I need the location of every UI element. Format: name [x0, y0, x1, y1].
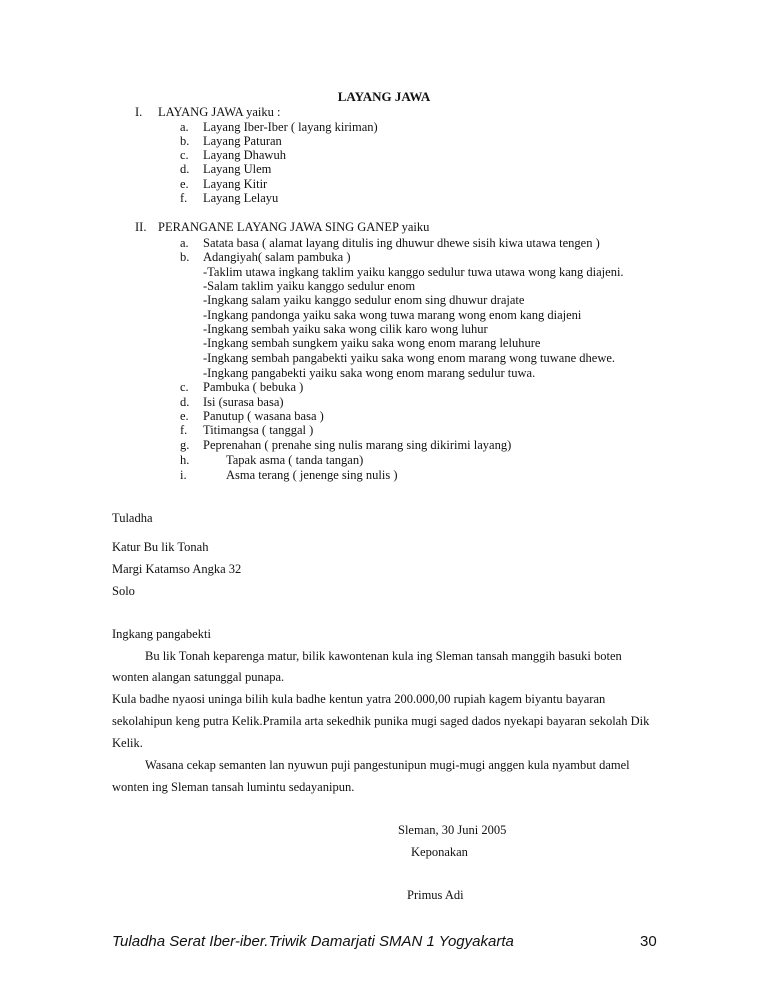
- list-item: [0, 380, 768, 395]
- list-text: Layang Kitir: [203, 177, 268, 191]
- list-label: f.: [180, 191, 188, 205]
- list-item: [0, 177, 768, 192]
- list-item: [0, 250, 768, 265]
- list-item: [0, 438, 768, 453]
- paragraph-line: wonten alangan satunggal punapa.: [112, 670, 285, 684]
- paragraph-line: sekolahipun keng putra Kelik.Pramila arta sekedhik punika mugi saged dados nyekapi bayaran sekolah Dik: [112, 714, 650, 728]
- sub-item: [0, 279, 768, 294]
- letter-relation: Keponakan: [411, 845, 468, 859]
- list-item: [0, 191, 768, 206]
- section-2-heading: PERANGANE LAYANG JAWA SING GANEP yaiku: [158, 220, 430, 234]
- address-line: Solo: [112, 584, 135, 598]
- list-item: [0, 134, 768, 149]
- section-1-number: I.: [135, 105, 143, 119]
- sub-item: [0, 336, 768, 351]
- list-text: Asma terang ( jenenge sing nulis ): [226, 468, 398, 482]
- list-text: Satata basa ( alamat layang ditulis ing dhuwur dhewe sisih kiwa utawa tengen ): [203, 236, 600, 250]
- section-2-number: II.: [135, 220, 147, 234]
- list-item: [0, 120, 768, 135]
- list-text: Isi (surasa basa): [203, 395, 284, 409]
- sub-item: [0, 293, 768, 308]
- list-text: Layang Paturan: [203, 134, 282, 148]
- list-label: e.: [180, 177, 189, 191]
- sub-item-text: -Ingkang pandonga yaiku saka wong tuwa marang wong enom kang diajeni: [203, 308, 582, 322]
- list-item: [0, 236, 768, 251]
- section-1-heading-row: [0, 105, 768, 120]
- list-label: h.: [180, 453, 190, 467]
- section-2-heading-row: [0, 220, 768, 235]
- sub-item-text: -Salam taklim yaiku kanggo sedulur enom: [203, 279, 416, 293]
- list-label: i.: [180, 468, 187, 482]
- address-line: Margi Katamso Angka 32: [112, 562, 242, 576]
- letter-greeting: Ingkang pangabekti: [112, 627, 211, 641]
- list-item: [0, 409, 768, 424]
- sub-item-text: -Ingkang pangabekti yaiku saka wong enom marang sedulur tuwa.: [203, 366, 536, 380]
- sub-item: [0, 351, 768, 366]
- list-text: Adangiyah( salam pambuka ): [203, 250, 351, 264]
- list-text: Layang Iber-Iber ( layang kiriman): [203, 120, 378, 134]
- page-footer: Tuladha Serat Iber-iber.Triwik Damarjati SMAN 1 Yogyakarta: [112, 933, 514, 950]
- list-item: [0, 453, 768, 468]
- list-item: [0, 148, 768, 163]
- sub-item: [0, 308, 768, 323]
- list-text: Peprenahan ( prenahe sing nulis marang sing dikirimi layang): [203, 438, 512, 452]
- letter-signer: Primus Adi: [407, 888, 464, 902]
- sub-item-text: -Ingkang salam yaiku kanggo sedulur enom sing dhuwur drajate: [203, 293, 525, 307]
- sub-item: [0, 322, 768, 337]
- list-item: [0, 395, 768, 410]
- list-label: b.: [180, 134, 190, 148]
- list-item: [0, 468, 768, 483]
- list-label: g.: [180, 438, 190, 452]
- list-label: b.: [180, 250, 190, 264]
- paragraph-line: Kelik.: [112, 736, 143, 750]
- list-text: Panutup ( wasana basa ): [203, 409, 324, 423]
- sub-item-text: -Taklim utawa ingkang taklim yaiku kanggo sedulur tuwa utawa wong kang diajeni.: [203, 265, 624, 279]
- sub-item: [0, 366, 768, 381]
- list-label: d.: [180, 395, 190, 409]
- list-text: Layang Lelayu: [203, 191, 279, 205]
- list-label: a.: [180, 236, 189, 250]
- sub-item-text: -Ingkang sembah sungkem yaiku saka wong enom marang leluhure: [203, 336, 541, 350]
- paragraph-line: Bu lik Tonah keparenga matur, bilik kawontenan kula ing Sleman tansah manggih basuki boten: [145, 649, 622, 663]
- letter-date: Sleman, 30 Juni 2005: [398, 823, 507, 837]
- page-number: 30: [640, 933, 657, 950]
- list-label: a.: [180, 120, 189, 134]
- list-item: [0, 423, 768, 438]
- example-heading: Tuladha: [112, 511, 153, 525]
- list-label: f.: [180, 423, 188, 437]
- address-line: Katur Bu lik Tonah: [112, 540, 209, 554]
- sub-item-text: -Ingkang sembah pangabekti yaiku saka wong enom marang wong tuwane dhewe.: [203, 351, 616, 365]
- paragraph-line: Kula badhe nyaosi uninga bilih kula badhe kentun yatra 200.000,00 rupiah kagem biyantu bayaran: [112, 692, 606, 706]
- list-text: Pambuka ( bebuka ): [203, 380, 304, 394]
- sub-item-text: -Ingkang sembah yaiku saka wong cilik karo wong luhur: [203, 322, 488, 336]
- list-label: c.: [180, 380, 189, 394]
- list-text: Layang Dhawuh: [203, 148, 286, 162]
- list-text: Tapak asma ( tanda tangan): [226, 453, 364, 467]
- list-text: Titimangsa ( tanggal ): [203, 423, 314, 437]
- sub-item: [0, 265, 768, 280]
- document-title: LAYANG JAWA: [337, 89, 431, 104]
- list-text: Layang Ulem: [203, 162, 272, 176]
- list-label: d.: [180, 162, 190, 176]
- list-label: c.: [180, 148, 189, 162]
- list-item: [0, 162, 768, 177]
- paragraph-line: wonten ing Sleman tansah lumintu sedayanipun.: [112, 780, 355, 794]
- list-label: e.: [180, 409, 189, 423]
- paragraph-line: Wasana cekap semanten lan nyuwun puji pangestunipun mugi-mugi anggen kula nyambut damel: [145, 758, 630, 772]
- section-1-heading: LAYANG JAWA yaiku :: [158, 105, 281, 119]
